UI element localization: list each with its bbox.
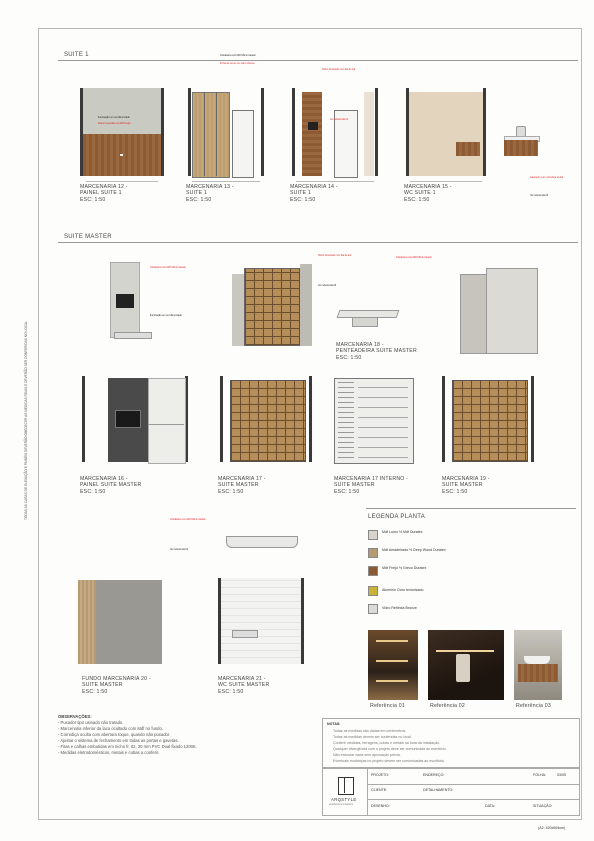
legend-swatch xyxy=(368,548,378,558)
annotation: Iluminação em led dimerizado xyxy=(150,314,182,317)
situacao-label: SITUAÇÃO: xyxy=(533,804,553,808)
nota-line: Eventuais mudanças no projeto devem ser comunicadas ao escritório. xyxy=(333,759,445,763)
annotation: Ver referência 01 xyxy=(330,118,349,121)
nota-line: Conferir medidas, ferragens, cubas e metais na hora da instalação. xyxy=(333,741,441,745)
dimension-line xyxy=(410,181,482,182)
folha-value: 03/05 xyxy=(557,773,566,777)
logo-text: ARQSTYLE xyxy=(331,797,357,802)
caption-marcenaria-20: FUNDO MARCENARIA 20 - SUITE MASTER ESC: 1:50 xyxy=(82,676,151,695)
sink-cabinet-3d xyxy=(504,124,540,162)
annotation: Cristaleira com Mdf 18mm lacado xyxy=(170,518,206,521)
reference-photo-01 xyxy=(368,630,418,700)
dimension-line xyxy=(192,181,260,182)
annotation: Ver referência 03 xyxy=(530,194,549,197)
elevation-marcenaria-19 xyxy=(442,376,534,462)
elevation-marcenaria-16 xyxy=(82,376,188,462)
annotation: Cristaleira com Mdf 18mm lacado xyxy=(220,54,256,57)
notas-block xyxy=(322,718,580,768)
observacao-line: - Medidas eletrodomésticos, metais e cubas a conferir. xyxy=(58,750,160,755)
annotation: Nicho iluminado com fita de led xyxy=(318,254,352,257)
dimension-line xyxy=(296,181,374,182)
perspective-closet xyxy=(232,264,312,346)
elevation-marcenaria-15 xyxy=(406,88,486,176)
nota-line: Não executar nada sem aprovação prévia. xyxy=(333,753,401,757)
logo-area xyxy=(323,769,368,815)
annotation: Cristaleira com Mdf 18mm lacado xyxy=(396,256,432,259)
caption-marcenaria-13: MARCENARIA 13 - SUITE 1 ESC: 1:50 xyxy=(186,184,234,203)
legend-title: LEGENDA PLANTA xyxy=(368,514,426,520)
legend-divider xyxy=(366,508,576,509)
reference-label: Referência 01 xyxy=(370,703,405,709)
dimension-line xyxy=(86,181,158,182)
caption-marcenaria-17-interno: MARCENARIA 17 INTERNO - SUITE MASTER ESC: 1:50 xyxy=(334,476,409,495)
elevation-marcenaria-13 xyxy=(188,88,264,176)
cliente-label: CLIENTE: xyxy=(371,788,388,792)
annotation: Ver referência 01 xyxy=(170,548,189,551)
data-label: DATA: xyxy=(485,804,496,808)
detail-bench xyxy=(206,526,306,550)
observacao-line: - Ajustar o sistema de fechamento em todas as portas e gavetas. xyxy=(58,738,179,743)
elevation-marcenaria-12 xyxy=(80,88,164,176)
elevation-marcenaria-20 xyxy=(78,580,162,664)
reference-label: Referência 03 xyxy=(516,703,551,709)
observacao-line: - Marcenaria inferior da laca ocultado com Mdf no fundo. xyxy=(58,726,163,731)
elevation-marcenaria-14 xyxy=(292,88,378,176)
section-divider xyxy=(58,242,578,243)
vertical-note: TODAS AS CARAS DE ELEVAÇÃO E PAINÉIS DEVERÃO OBEDECER AS MEDIDAS REAIS E DEVERÃO SER CONFERIDAS NO LOCAL xyxy=(24,321,28,520)
folha-label: FOLHA: xyxy=(533,773,546,777)
caption-marcenaria-14: MARCENARIA 14 - SUITE 1 ESC: 1:50 xyxy=(290,184,338,203)
reference-photo-02 xyxy=(428,630,504,700)
annotation: Nicho iluminado com fita de led xyxy=(322,68,356,71)
notas-title: NOTAS: xyxy=(327,722,341,726)
elevation-marcenaria-17-interno xyxy=(334,376,412,462)
caption-marcenaria-21: MARCENARIA 21 - WC SUITE MASTER ESC: 1:50 xyxy=(218,676,270,695)
nota-line: Qualquer divergência com o projeto deve ser comunicada ao escritório. xyxy=(333,747,447,751)
legend-swatch xyxy=(368,586,378,596)
observacao-line: - Fitas e calhas embutidas em nicho fr. 02, 20 mm PVC Dual fixado 1200K. xyxy=(58,744,197,749)
annotation: Gaveteiro com corrediça oculta xyxy=(530,176,564,179)
caption-marcenaria-17: MARCENARIA 17 - SUITE MASTER ESC: 1:50 xyxy=(218,476,266,495)
legend-label: Alumínio Ouro texturizado xyxy=(382,588,424,592)
annotation: Ver referência 02 xyxy=(318,284,337,287)
annotation: Porta de correr em vidro reflecta xyxy=(220,62,255,65)
legend-label: Mdf Amadeirado ½ Deep Wood Duratex xyxy=(382,548,446,552)
legend-list xyxy=(368,530,488,620)
section-title-suite1: SUITE 1 xyxy=(64,52,89,58)
legend-label: Mdf Lumo ½ Mdf Duratex xyxy=(382,530,423,534)
legend-swatch xyxy=(368,566,378,576)
annotation: Cristaleira com Mdf 18mm lacado xyxy=(150,266,186,269)
elevation-marcenaria-21 xyxy=(218,578,304,664)
detalhamento-label: DETALHAMENTO: xyxy=(423,788,454,792)
sheet-size: (A2: 420x594cm) xyxy=(538,826,566,830)
nota-line: Todas as medidas são dadas em centímetros. xyxy=(333,729,407,733)
legend-swatch xyxy=(368,530,378,540)
nota-line: Todas as medidas devem ser conferidas no local. xyxy=(333,735,412,739)
caption-marcenaria-12: MARCENARIA 12 - PAINEL SUITE 1 ESC: 1:50 xyxy=(80,184,128,203)
annotation: Iluminação em led dimerizado xyxy=(98,116,130,119)
reference-photo-03 xyxy=(514,630,562,700)
title-block xyxy=(322,768,580,816)
section-divider xyxy=(58,60,578,61)
perspective-marcenaria-16 xyxy=(110,262,154,342)
legend-swatch xyxy=(368,604,378,614)
caption-marcenaria-19: MARCENARIA 19 - SUITE MASTER ESC: 1:50 xyxy=(442,476,490,495)
observacao-line: - Corrediça oculta com abertura toque, quando não puxador. xyxy=(58,732,171,737)
logo-icon xyxy=(338,777,354,795)
observacao-line: - Puxador tipo usinado não tratado. xyxy=(58,720,124,725)
reference-label: Referência 02 xyxy=(430,703,465,709)
caption-marcenaria-16: MARCENARIA 16 - PAINEL SUITE MASTER ESC: 1:50 xyxy=(80,476,142,495)
caption-marcenaria-18: MARCENARIA 18 - PENTEADEIRA SUITE MASTER ESC: 1:50 xyxy=(336,342,417,361)
logo-subtitle: arquitetura e interiores xyxy=(329,803,353,806)
perspective-penteadeira xyxy=(338,306,398,328)
projeto-label: PROJETO: xyxy=(371,773,389,777)
desenho-label: DESENHO: xyxy=(371,804,390,808)
legend-label: Vidro Reflecta Bronze xyxy=(382,606,417,610)
annotation: Painel revestido em Mdf Freijó xyxy=(98,122,131,125)
endereco-label: ENDEREÇO: xyxy=(423,773,445,777)
legend-label: Mdf Freijó ½ Greco Duratex xyxy=(382,566,427,570)
observacoes-title: OBSERVAÇÕES: xyxy=(58,714,92,719)
perspective-panel xyxy=(460,264,536,352)
caption-marcenaria-15: MARCENARIA 15 - WC SUITE 1 ESC: 1:50 xyxy=(404,184,452,203)
section-title-suite-master: SUITE MASTER xyxy=(64,234,112,240)
observacoes-block xyxy=(58,714,316,812)
elevation-marcenaria-17 xyxy=(220,376,312,462)
